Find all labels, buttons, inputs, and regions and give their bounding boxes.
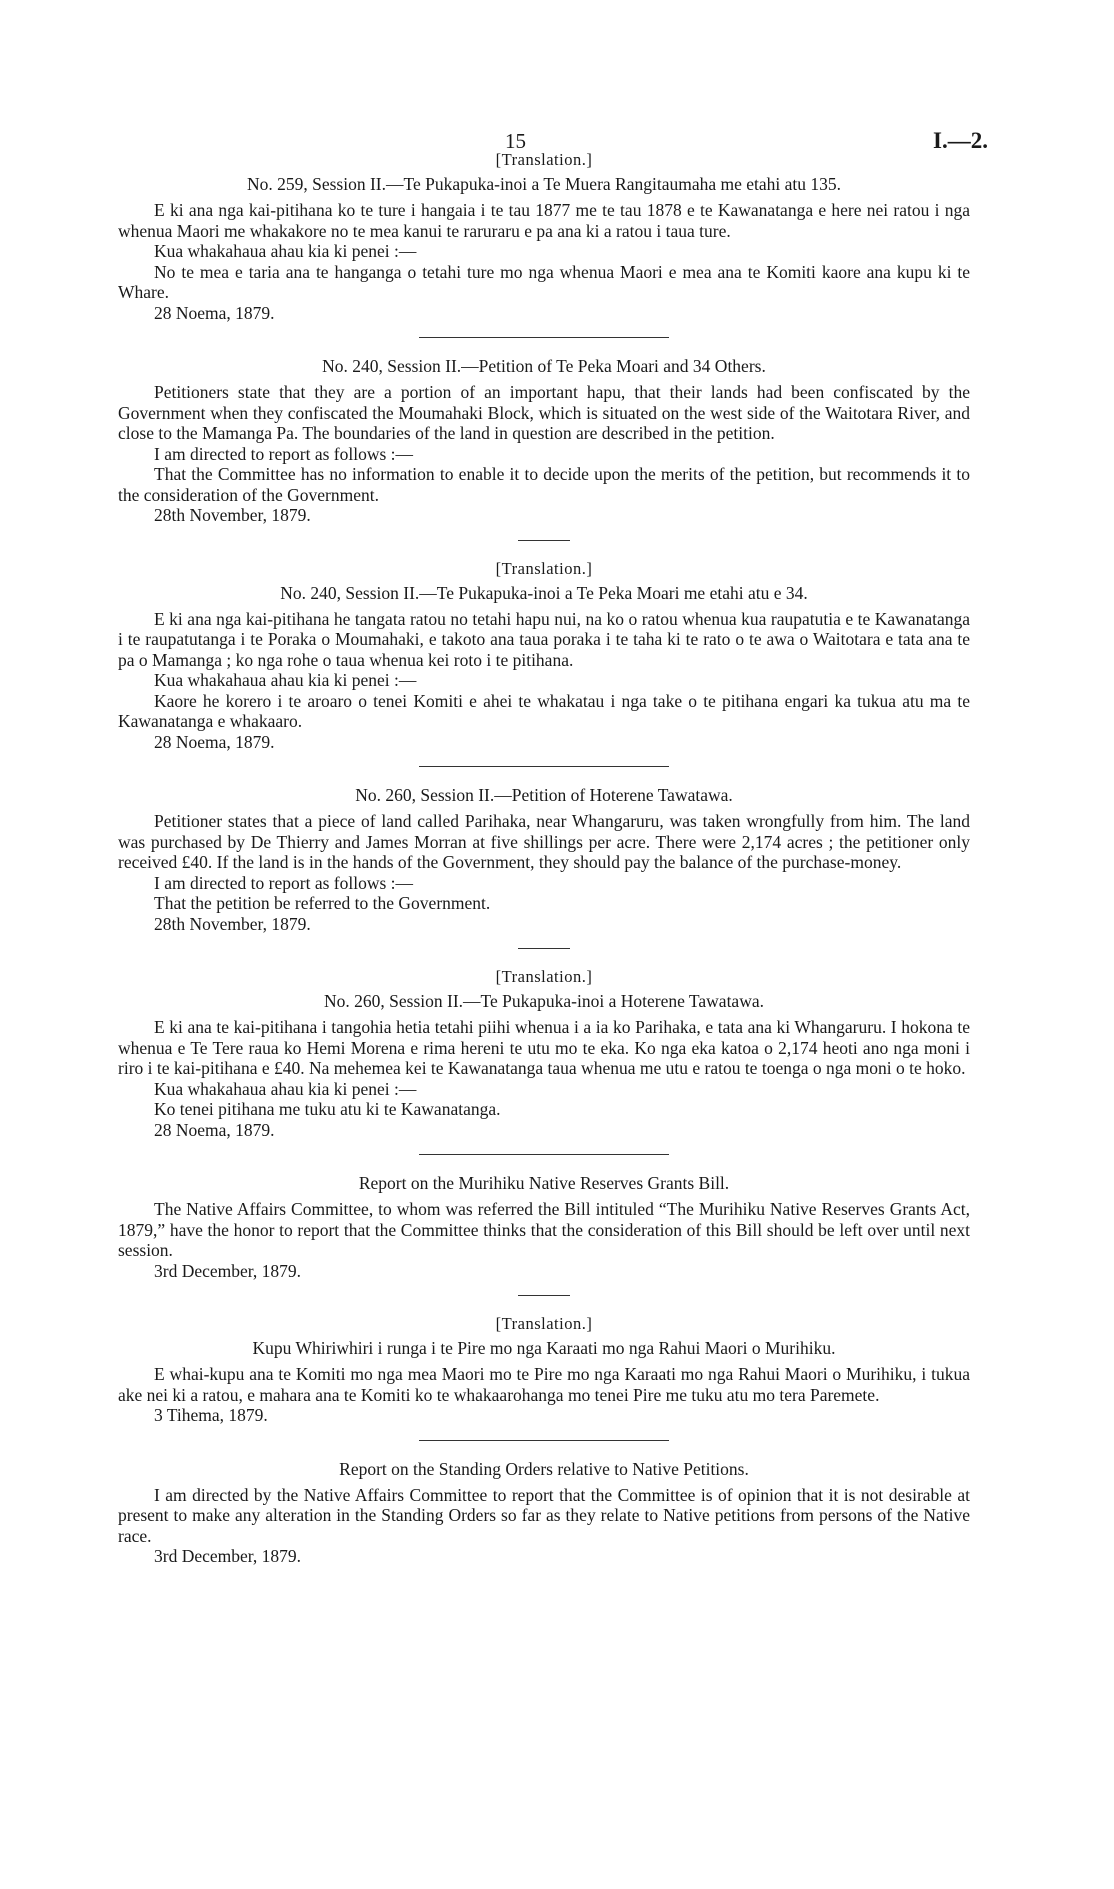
section-date: 3rd December, 1879. — [154, 1260, 302, 1281]
divider — [419, 1154, 669, 1155]
section-heading: No. 260, Session II.—Te Pukapuka-inoi a Hoterene Tawatawa. — [324, 991, 764, 1011]
section-murihiku-translation — [118, 1314, 970, 1426]
section-date: 28 Noema, 1879. — [154, 1119, 275, 1140]
section-murihiku-report — [118, 1173, 970, 1281]
page-reference: I.—2. — [933, 128, 988, 153]
page-number: 15 — [505, 129, 526, 153]
translation-label: [Translation.] — [495, 558, 593, 578]
translation-label: [Translation.] — [495, 150, 593, 169]
document-body — [118, 128, 970, 1567]
section-date: 28 Noema, 1879. — [154, 731, 275, 752]
paragraph: Kaore he korero i te aroaro o tenei Komiti e ahei te whakatau i nga take o te pitihana engari ka tukua atu ma te Kawanatanga e whakaaro. — [118, 690, 970, 731]
section-heading: No. 240, Session II.—Petition of Te Peka Moari and 34 Others. — [322, 356, 766, 376]
paragraph: Kua whakahaua ahau kia ki penei :— — [154, 670, 417, 690]
section-date: 28th November, 1879. — [154, 505, 311, 525]
divider — [518, 948, 570, 949]
section-heading: No. 240, Session II.—Te Pukapuka-inoi a Te Peka Moari me etahi atu e 34. — [280, 582, 808, 603]
translation-label: [Translation.] — [495, 967, 593, 986]
paragraph: Ko tenei pitihana me tuku atu ki te Kawanatanga. — [154, 1099, 501, 1119]
paragraph: The Native Affairs Committee, to whom was referred the Bill intituled “The Murihiku Native Reserves Grants Act, 1879,” have the honor to report that the Committee thinks that the consideration of this Bill should be left over until next session. — [118, 1199, 970, 1260]
paragraph: That the petition be referred to the Government. — [154, 893, 491, 913]
divider — [419, 337, 669, 338]
paragraph: Petitioners state that they are a portion of an important hapu, that their lands had been confiscated by the Government when they confiscated the Moumahaki Block, which is situated on the west side of the Waitotara River, and close to the Mamanga Pa. The boundaries of the land in question are described in the petition. — [118, 382, 970, 443]
translation-label: [Translation.] — [495, 1314, 593, 1333]
section-heading: Kupu Whiriwhiri i runga i te Pire mo nga Karaati mo nga Rahui Maori o Murihiku. — [252, 1338, 836, 1358]
paragraph: I am directed by the Native Affairs Committee to report that the Committee is of opinion that it is not desirable at present to make any alteration in the Standing Orders so far as they relate to Native petitions from persons of the Native race. — [118, 1484, 970, 1546]
section-240-petition — [118, 356, 970, 526]
section-standing-orders-report — [118, 1459, 970, 1567]
section-heading: No. 260, Session II.—Petition of Hoterene Tawatawa. — [355, 785, 733, 805]
section-date: 3 Tihema, 1879. — [154, 1405, 268, 1425]
section-heading: Report on the Standing Orders relative to Native Petitions. — [339, 1458, 749, 1479]
section-heading: Report on the Murihiku Native Reserves Grants Bill. — [358, 1173, 730, 1193]
paragraph: E ki ana nga kai-pitihana he tangata ratou no tetahi hapu nui, na ko o ratou whenua kua raupatutia e te Kawanatanga i te raupatutanga i te Poraka o Moumahaki, e takoto ana taua poraka i te taha ki te rato o te awa o Waitotara e tata ana te pa o Mamanga ; ko nga rohe o taua whenua kei roto i te pitihana. — [118, 608, 970, 670]
section-260-petition — [118, 785, 970, 934]
paragraph: E whai-kupu ana te Komiti mo nga mea Maori mo te Pire mo nga Karaati mo nga Rahui Maori o Murihiku, i tukua ake nei ki a ratou, e mahara ana te Komiti ko te whakaarohanga mo tenei Pire me tuku atu mo tera Paremete. — [118, 1364, 970, 1405]
section-date: 28 Noema, 1879. — [154, 302, 275, 323]
paragraph: I am directed to report as follows :— — [154, 872, 414, 893]
paragraph: E ki ana nga kai-pitihana ko te ture i hangaia i te tau 1877 me te tau 1878 e te Kawanatanga e here nei ratou i nga whenua Maori me whakakore no te mea kanui te raruraru e pa ana ki a ratou i taua ture. — [118, 200, 970, 241]
section-240-translation — [118, 559, 970, 753]
paragraph: Petitioner states that a piece of land called Parihaka, near Whangaruru, was taken wrongfully from him. The land was purchased by De Thierry and James Morran at five shillings per acre. There were 2,174 acres ; the petitioner only received £40. If the land is in the hands of the Government, they should pay the balance of the purchase-money. — [118, 811, 970, 872]
section-heading: No. 259, Session II.—Te Pukapuka-inoi a Te Muera Rangitaumaha me etahi atu 135. — [246, 174, 842, 194]
section-259-translation — [118, 150, 970, 323]
section-date: 28th November, 1879. — [154, 913, 311, 934]
section-date: 3rd December, 1879. — [154, 1546, 302, 1566]
divider — [518, 1295, 570, 1296]
paragraph: I am directed to report as follows :— — [154, 443, 414, 464]
divider — [419, 766, 669, 767]
paragraph: E ki ana te kai-pitihana i tangohia hetia tetahi piihi whenua i a ia ko Parihaka, e tata ana ki Whangaruru. I hokona te whenua e Te Tere raua ko Hemi Morena e rima hereni te utu mo te eka. Ko nga eka katoa o 2,174 heoti ano nga moni i riro i te kai-pitihana e £40. Na mehemea kei te Kawanatanga taua whenua me utu e ratou te toenga o nga moni o te hoko. — [118, 1017, 970, 1078]
divider — [419, 1440, 669, 1441]
divider — [518, 540, 570, 541]
paragraph: That the Committee has no information to enable it to decide upon the merits of the petition, but recommends it to the consideration of the Government. — [118, 464, 970, 505]
section-260-translation — [118, 967, 970, 1140]
paragraph: Kua whakahaua ahau kia ki penei :— — [154, 1078, 417, 1099]
paragraph: Kua whakahaua ahau kia ki penei :— — [154, 241, 417, 261]
paragraph: No te mea e taria ana te hanganga o tetahi ture mo nga whenua Maori e mea ana te Komiti kaore ana kupu ki te Whare. — [118, 261, 970, 302]
